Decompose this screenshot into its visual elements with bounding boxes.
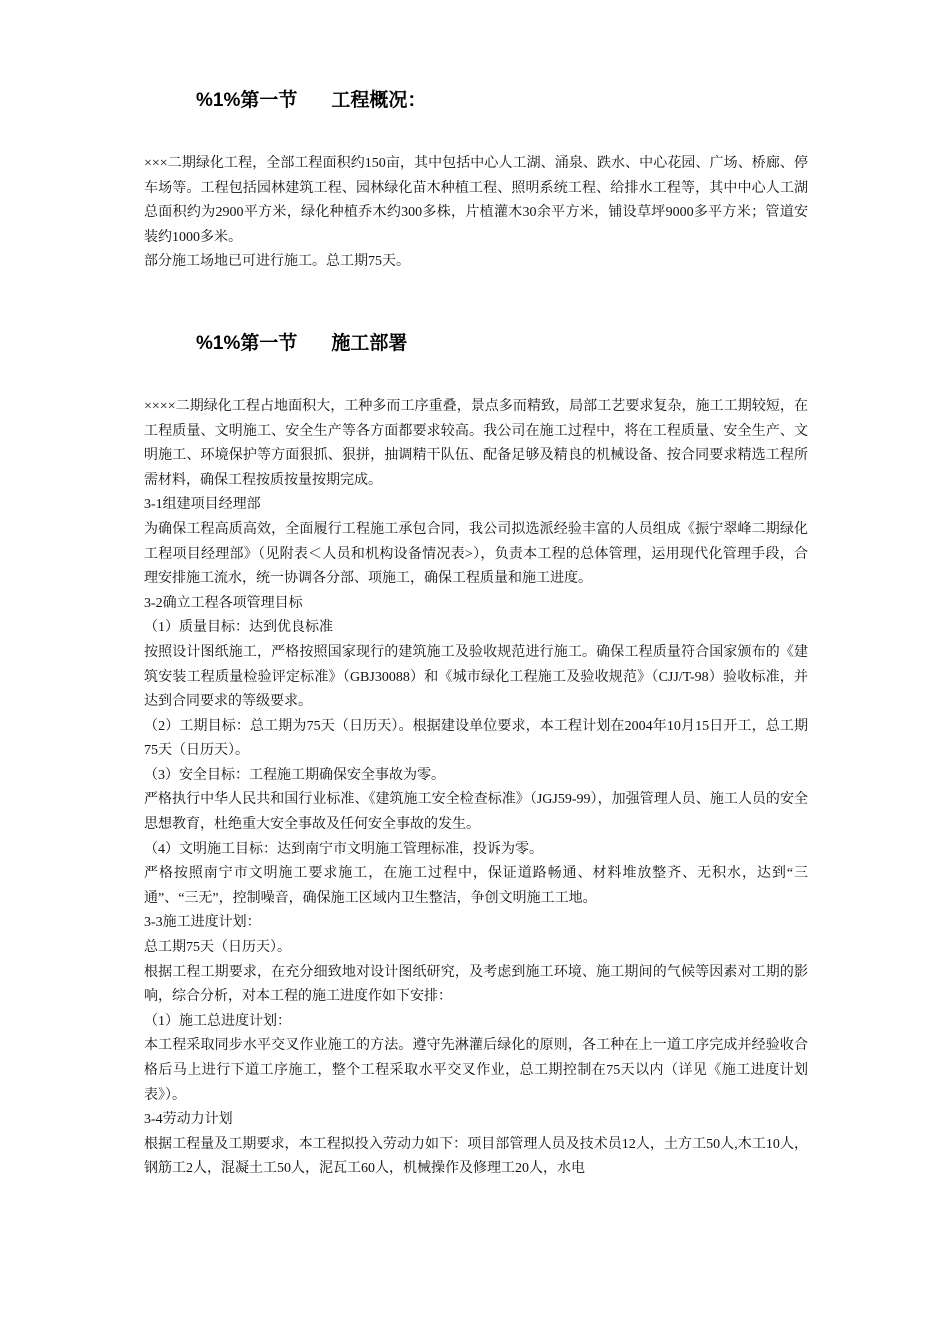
- heading-title: 工程概况：: [331, 90, 427, 111]
- paragraph: （3）安全目标：工程施工期确保安全事故为零。: [144, 767, 445, 783]
- section-overview-body: [144, 152, 808, 275]
- section-heading-deployment: [196, 327, 808, 361]
- paragraph: 严格按照南宁市文明施工要求施工，在施工过程中，保证道路畅通、材料堆放整齐、无积水，达到“三通”、“三无”，控制噪音，确保施工区域内卫生整洁，争创文明施工工地。: [144, 866, 808, 906]
- paragraph: 根据工程量及工期要求，本工程拟投入劳动力如下：项目部管理人员及技术员12人，土方工50人,木工10人，钢筋工2人，混凝土工50人，泥瓦工60人，机械操作及修理工20人，水电: [144, 1136, 808, 1177]
- paragraph: 总工期75天（日历天）。: [144, 940, 291, 956]
- paragraph: （4）文明施工目标：达到南宁市文明施工管理标准，投诉为零。: [144, 841, 543, 857]
- heading-number: %1%第一节: [196, 90, 298, 111]
- section-deployment-body: [144, 395, 808, 1182]
- paragraph: （1）质量目标：达到优良标准: [144, 620, 333, 636]
- paragraph: 本工程采取同步水平交叉作业施工的方法。遵守先淋灌后绿化的原则，各工种在上一道工序完成并经验收合格后马上进行下道工序施工，整个工程采取水平交叉作业，总工期控制在75天以内（详见《施工进度计划表》）。: [144, 1038, 808, 1103]
- section-heading-overview: [196, 84, 808, 118]
- subheading: 3-1组建项目经理部: [144, 497, 261, 513]
- paragraph: 为确保工程高质高效，全面履行工程施工承包合同，我公司拟选派经验丰富的人员组成《振宁翠峰二期绿化工程项目经理部》（见附表＜人员和机构设备情况表>），负责本工程的总体管理，运用现代化管理手段，合理安排施工流水，统一协调各分部、项施工，确保工程质量和施工进度。: [144, 521, 808, 587]
- paragraph: 严格执行中华人民共和国行业标准、《建筑施工安全检查标准》（JGJ59-99），加强管理人员、施工人员的安全思想教育，杜绝重大安全事故及任何安全事故的发生。: [144, 792, 808, 833]
- heading-number: %1%第一节: [196, 332, 298, 354]
- paragraph: 部分施工场地已可进行施工。总工期75天。: [144, 254, 410, 270]
- subheading: 3-4劳动力计划: [144, 1112, 233, 1128]
- paragraph: 根据工程工期要求，在充分细致地对设计图纸研究，及考虑到施工环境、施工期间的气候等因素对工期的影响，综合分析，对本工程的施工进度作如下安排：: [144, 964, 808, 1005]
- document-body: [144, 84, 808, 1182]
- subheading: 3-2确立工程各项管理目标: [144, 595, 303, 611]
- paragraph: （2）工期目标：总工期为75天（日历天）。根据建设单位要求，本工程计划在2004年10月15日开工，总工期75天（日历天）。: [144, 718, 808, 759]
- paragraph: 按照设计图纸施工，严格按照国家现行的建筑施工及验收规范进行施工。确保工程质量符合国家颁布的《建筑安装工程质量检验评定标准》（GBJ30088）和《城市绿化工程施工及验收规范》（CJJ/T-98）验收标准，并达到合同要求的等级要求。: [144, 644, 808, 710]
- paragraph: ××××二期绿化工程占地面积大，工种多而工序重叠，景点多而精致，局部工艺要求复杂，施工工期较短，在工程质量、文明施工、安全生产等各方面都要求较高。我公司在施工过程中，将在工程质量、安全生产、文明施工、环境保护等方面狠抓、狠拼，抽调精干队伍、配备足够及精良的机械设备、按合同要求精选工程所需材料，确保工程按质按量按期完成。: [144, 398, 808, 488]
- paragraph: ×××二期绿化工程，全部工程面积约150亩，其中包括中心人工湖、涌泉、跌水、中心花园、广场、桥廊、停车场等。工程包括园林建筑工程、园林绿化苗木种植工程、照明系统工程、给排水工程等，其中中心人工湖总面积约为2900平方米，绿化种植乔木约300多株，片植灌木30余平方米，铺设草坪9000多平方米；管道安装约1000多米。: [144, 156, 808, 245]
- paragraph: （1）施工总进度计划：: [144, 1013, 291, 1029]
- heading-title: 施工部署: [331, 332, 408, 354]
- subheading: 3-3施工进度计划：: [144, 915, 261, 931]
